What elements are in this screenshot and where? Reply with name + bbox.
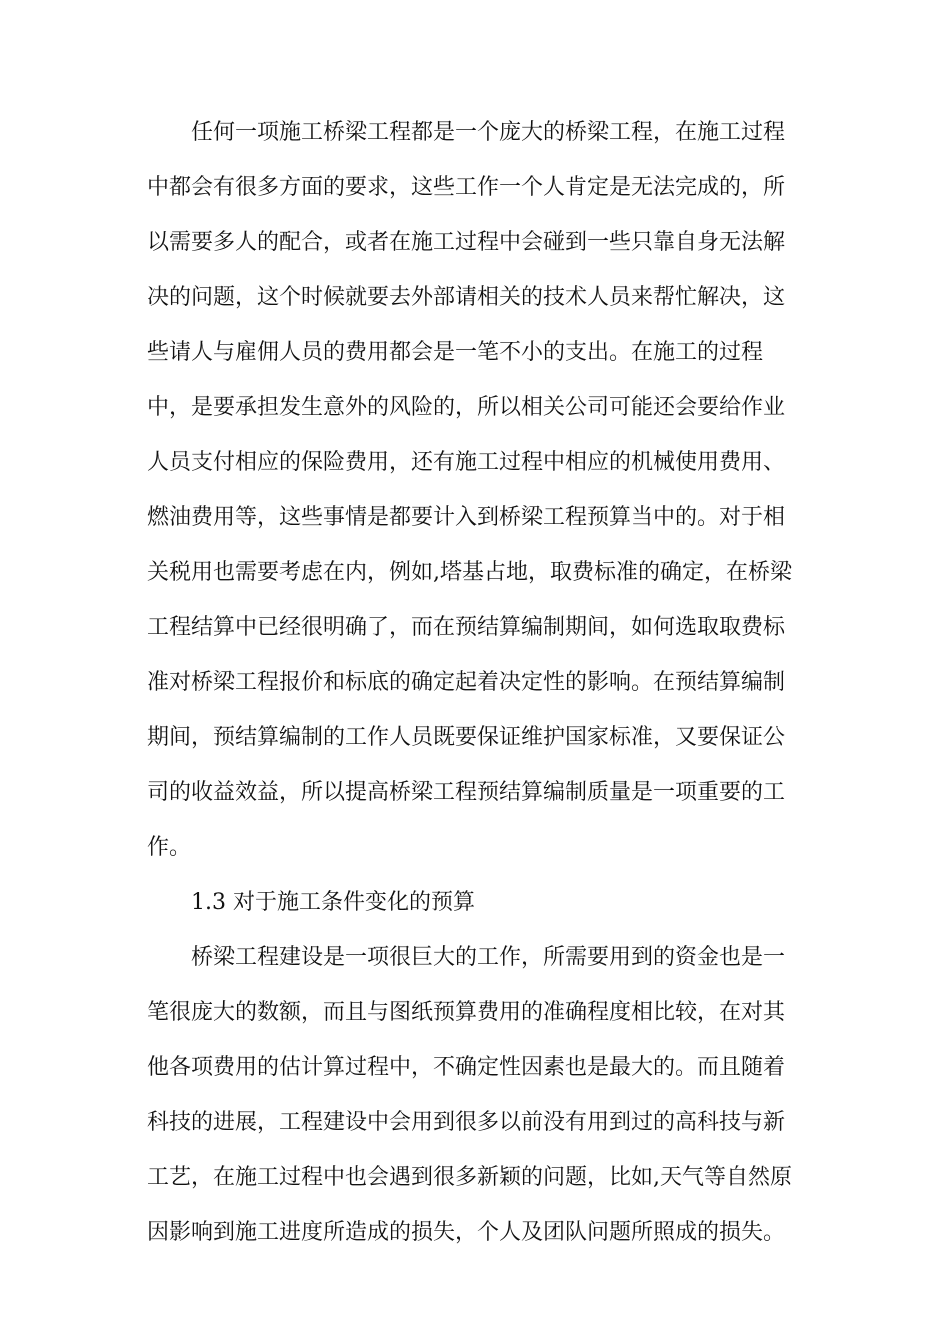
text-line: 任何一项施工桥梁工程都是一个庞大的桥梁工程，在施工过程 bbox=[191, 120, 786, 145]
text-line: 中，是要承担发生意外的风险的，所以相关公司可能还会要给作业 bbox=[147, 395, 786, 420]
text-line: 他各项费用的估计算过程中，不确定性因素也是最大的。而且随着 bbox=[147, 1055, 786, 1080]
text-line: 工艺，在施工过程中也会遇到很多新颖的问题，比如,天气等自然原 bbox=[147, 1165, 792, 1190]
text-line: 以需要多人的配合，或者在施工过程中会碰到一些只靠自身无法解 bbox=[147, 230, 786, 255]
text-line: 期间，预结算编制的工作人员既要保证维护国家标准，又要保证公 bbox=[147, 725, 786, 750]
text-line: 关税用也需要考虑在内，例如,塔基占地，取费标准的确定，在桥梁 bbox=[147, 560, 792, 585]
text-line: 桥梁工程建设是一项很巨大的工作，所需要用到的资金也是一 bbox=[191, 945, 786, 970]
text-line: 中都会有很多方面的要求，这些工作一个人肯定是无法完成的，所 bbox=[147, 175, 786, 200]
text-line: 司的收益效益，所以提高桥梁工程预结算编制质量是一项重要的工 bbox=[147, 780, 786, 805]
text-line: 作。 bbox=[147, 835, 192, 860]
text-line: 工程结算中已经很明确了，而在预结算编制期间，如何选取取费标 bbox=[147, 615, 786, 640]
section-heading: 1.3 对于施工条件变化的预算 bbox=[191, 890, 475, 915]
text-line: 燃油费用等，这些事情是都要计入到桥梁工程预算当中的。对于相 bbox=[147, 505, 786, 530]
text-line: 因影响到施工进度所造成的损失，个人及团队问题所照成的损失。 bbox=[147, 1220, 786, 1245]
text-line: 决的问题，这个时候就要去外部请相关的技术人员来帮忙解决，这 bbox=[147, 285, 786, 310]
text-line: 些请人与雇佣人员的费用都会是一笔不小的支出。在施工的过程 bbox=[147, 340, 764, 365]
text-line: 人员支付相应的保险费用，还有施工过程中相应的机械使用费用、 bbox=[147, 450, 786, 475]
text-line: 笔很庞大的数额，而且与图纸预算费用的准确程度相比较，在对其 bbox=[147, 1000, 786, 1025]
text-line: 科技的进展，工程建设中会用到很多以前没有用到过的高科技与新 bbox=[147, 1110, 786, 1135]
text-line: 准对桥梁工程报价和标底的确定起着决定性的影响。在预结算编制 bbox=[147, 670, 786, 695]
